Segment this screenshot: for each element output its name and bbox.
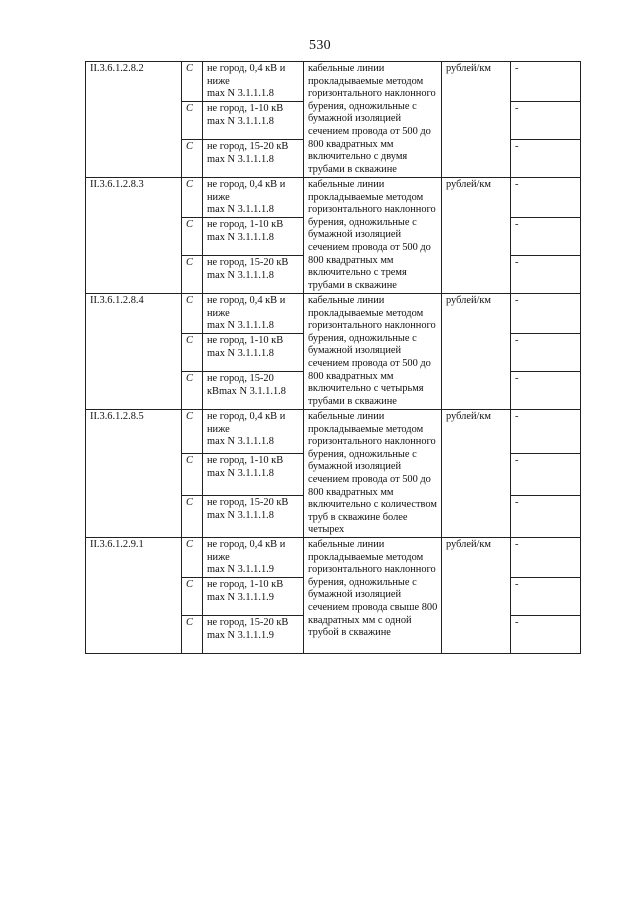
value-cell: - — [511, 454, 581, 496]
tariff-table — [85, 61, 581, 654]
value-cell: - — [511, 256, 581, 294]
cost-type: C — [182, 454, 203, 496]
cost-type: C — [182, 102, 203, 140]
condition-cell: не город, 1-10 кВ max N 3.1.1.1.8 — [203, 218, 304, 256]
condition-cell: не город, 1-10 кВ max N 3.1.1.1.8 — [203, 334, 304, 372]
value-cell: - — [511, 537, 581, 577]
unit-cell: рублей/км — [442, 294, 511, 410]
unit-cell: рублей/км — [442, 62, 511, 178]
cost-type: C — [182, 372, 203, 410]
table-row — [86, 410, 581, 454]
item-code: II.3.6.1.2.8.4 — [86, 294, 182, 410]
cost-type: C — [182, 62, 203, 102]
cost-type: C — [182, 256, 203, 294]
cost-type: C — [182, 294, 203, 334]
condition-cell: не город, 15-20 кВmax N 3.1.1.1.8 — [203, 372, 304, 410]
value-cell: - — [511, 410, 581, 454]
condition-cell: не город, 0,4 кВ и ниже max N 3.1.1.1.8 — [203, 410, 304, 454]
value-cell: - — [511, 62, 581, 102]
cost-type: C — [182, 615, 203, 653]
condition-cell: не город, 0,4 кВ и ниже max N 3.1.1.1.8 — [203, 178, 304, 218]
cost-type: C — [182, 577, 203, 615]
condition-cell: не город, 1-10 кВ max N 3.1.1.1.9 — [203, 577, 304, 615]
item-code: II.3.6.1.2.8.3 — [86, 178, 182, 294]
value-cell: - — [511, 372, 581, 410]
value-cell: - — [511, 140, 581, 178]
cost-type: C — [182, 334, 203, 372]
condition-cell: не город, 15-20 кВ max N 3.1.1.1.8 — [203, 256, 304, 294]
condition-cell: не город, 15-20 кВ max N 3.1.1.1.8 — [203, 140, 304, 178]
description-cell: кабельные линии прокладываемые методом горизонтального наклонного бурения, одножильные с бумажной изоляцией сечением провода от 500 до 800 квадратных мм включительно с четырьмя трубами в скважине — [304, 294, 442, 410]
unit-cell: рублей/км — [442, 537, 511, 653]
description-cell: кабельные линии прокладываемые методом горизонтального наклонного бурения, одножильные с бумажной изоляцией сечением провода от 500 до 800 квадратных мм включительно с количеством труб в скважине более четырех — [304, 410, 442, 538]
value-cell: - — [511, 178, 581, 218]
condition-cell: не город, 0,4 кВ и ниже max N 3.1.1.1.8 — [203, 294, 304, 334]
unit-cell: рублей/км — [442, 178, 511, 294]
description-cell: кабельные линии прокладываемые методом горизонтального наклонного бурения, одножильные с бумажной изоляцией сечением провода от 500 до 800 квадратных мм включительно с тремя трубами в скважине — [304, 178, 442, 294]
cost-type: C — [182, 178, 203, 218]
page-number: 530 — [309, 38, 331, 53]
condition-cell: не город, 1-10 кВ max N 3.1.1.1.8 — [203, 102, 304, 140]
value-cell: - — [511, 577, 581, 615]
table-row — [86, 294, 581, 334]
item-code: II.3.6.1.2.8.5 — [86, 410, 182, 538]
cost-type: C — [182, 496, 203, 538]
cost-type: C — [182, 410, 203, 454]
cost-type: C — [182, 537, 203, 577]
description-cell: кабельные линии прокладываемые методом горизонтального наклонного бурения, одножильные с бумажной изоляцией сечением провода свыше 800 квадратных мм с одной трубой в скважине — [304, 537, 442, 653]
value-cell: - — [511, 294, 581, 334]
cost-type: C — [182, 218, 203, 256]
condition-cell: не город, 0,4 кВ и ниже max N 3.1.1.1.9 — [203, 537, 304, 577]
description-cell: кабельные линии прокладываемые методом горизонтального наклонного бурения, одножильные с бумажной изоляцией сечением провода от 500 до 800 квадратных мм включительно с двумя трубами в скважине — [304, 62, 442, 178]
item-code: II.3.6.1.2.8.2 — [86, 62, 182, 178]
table-body — [86, 62, 581, 654]
condition-cell: не город, 15-20 кВ max N 3.1.1.1.8 — [203, 496, 304, 538]
table-row — [86, 537, 581, 577]
value-cell: - — [511, 218, 581, 256]
item-code: II.3.6.1.2.9.1 — [86, 537, 182, 653]
condition-cell: не город, 0,4 кВ и ниже max N 3.1.1.1.8 — [203, 62, 304, 102]
cost-type: C — [182, 140, 203, 178]
value-cell: - — [511, 615, 581, 653]
unit-cell: рублей/км — [442, 410, 511, 538]
value-cell: - — [511, 102, 581, 140]
table-row — [86, 178, 581, 218]
condition-cell: не город, 1-10 кВ max N 3.1.1.1.8 — [203, 454, 304, 496]
condition-cell: не город, 15-20 кВ max N 3.1.1.1.9 — [203, 615, 304, 653]
value-cell: - — [511, 496, 581, 538]
table-row — [86, 62, 581, 102]
value-cell: - — [511, 334, 581, 372]
